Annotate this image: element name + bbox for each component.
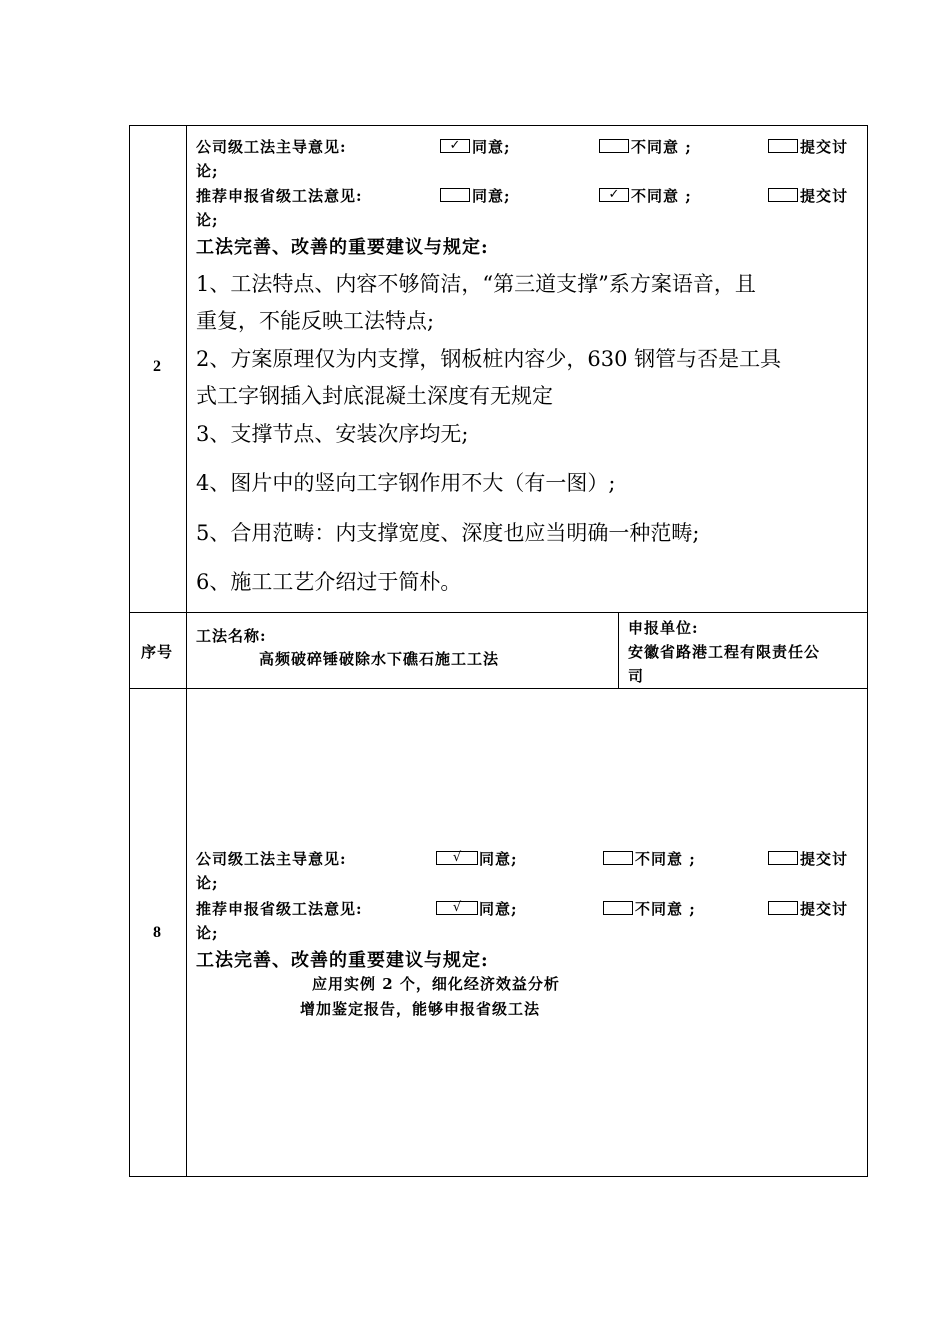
- company-agree-checkbox[interactable]: ✓: [440, 139, 470, 153]
- disagree-label: 不同意 ;: [631, 187, 692, 205]
- submit-label-cont: 论;: [196, 162, 219, 180]
- seq-header: 序号: [141, 643, 174, 661]
- company-agree-checkbox[interactable]: √: [436, 851, 478, 865]
- province-disagree-checkbox[interactable]: [603, 901, 633, 915]
- unit-name: 安徽省路港工程有限责任公: [628, 643, 821, 661]
- method-name: 高频破碎锤破除水下礁石施工工法: [259, 650, 500, 668]
- row-number: 8: [153, 924, 161, 941]
- agree-label: 同意;: [472, 138, 511, 156]
- agree-label: 同意;: [472, 187, 511, 205]
- row-divider-2: [129, 688, 868, 689]
- suggestion-line: 1、工法特点、内容不够简洁，“第三道支撑”系方案语音，且: [196, 272, 756, 296]
- suggestion-line: 2、方案原理仅为内支撑，钢板桩内容少，630 钢管与否是工具: [196, 347, 782, 371]
- province-agree-checkbox[interactable]: √: [436, 901, 478, 915]
- disagree-label: 不同意 ;: [635, 900, 696, 918]
- suggestion-line: 增加鉴定报告，能够申报省级工法: [300, 1000, 541, 1018]
- province-submit-checkbox[interactable]: [768, 901, 798, 915]
- submit-label: 提交讨: [800, 138, 849, 156]
- agree-label: 同意;: [479, 900, 518, 918]
- suggestions-heading: 工法完善、改善的重要建议与规定:: [196, 237, 489, 258]
- suggestion-line: 4、图片中的竖向工字钢作用不大（有一图）;: [196, 471, 616, 495]
- company-opinion-label: 公司级工法主导意见:: [196, 138, 347, 156]
- suggestion-line: 式工字钢插入封底混凝土深度有无规定: [196, 384, 553, 408]
- submit-label: 提交讨: [800, 187, 849, 205]
- submit-label-cont: 论;: [196, 211, 219, 229]
- method-name-label: 工法名称:: [196, 627, 267, 645]
- row-number: 2: [153, 358, 161, 375]
- company-submit-checkbox[interactable]: [768, 139, 798, 153]
- submit-label-cont: 论;: [196, 874, 219, 892]
- suggestion-line: 3、支撑节点、安装次序均无;: [196, 422, 469, 446]
- agree-label: 同意;: [479, 850, 518, 868]
- table-top-border: [129, 125, 868, 126]
- company-disagree-checkbox[interactable]: [599, 139, 629, 153]
- company-submit-checkbox[interactable]: [768, 851, 798, 865]
- unit-label: 申报单位:: [628, 619, 699, 637]
- disagree-label: 不同意 ;: [635, 850, 696, 868]
- province-submit-checkbox[interactable]: [768, 188, 798, 202]
- submit-label-cont: 论;: [196, 924, 219, 942]
- company-disagree-checkbox[interactable]: [603, 851, 633, 865]
- suggestion-line: 重复，不能反映工法特点;: [196, 309, 435, 333]
- province-agree-checkbox[interactable]: [440, 188, 470, 202]
- province-opinion-label: 推荐申报省级工法意见:: [196, 187, 363, 205]
- disagree-label: 不同意 ;: [631, 138, 692, 156]
- province-disagree-checkbox[interactable]: ✓: [599, 188, 629, 202]
- suggestion-line: 应用实例 2 个，细化经济效益分析: [312, 975, 560, 993]
- province-opinion-label: 推荐申报省级工法意见:: [196, 900, 363, 918]
- table-right-border: [867, 125, 868, 1177]
- table-bottom-border: [129, 1176, 868, 1177]
- column-divider: [186, 125, 187, 1177]
- company-opinion-label: 公司级工法主导意见:: [196, 850, 347, 868]
- submit-label: 提交讨: [800, 900, 849, 918]
- row-divider-1: [129, 612, 868, 613]
- suggestion-line: 5、合用范畴：内支撑宽度、深度也应当明确一种范畴;: [196, 521, 700, 545]
- submit-label: 提交讨: [800, 850, 849, 868]
- unit-name-cont: 司: [628, 667, 645, 685]
- suggestions-heading: 工法完善、改善的重要建议与规定:: [196, 950, 489, 971]
- header-unit-divider: [618, 612, 619, 689]
- suggestion-line: 6、施工工艺介绍过于简朴。: [196, 570, 462, 594]
- table-left-border: [129, 125, 130, 1177]
